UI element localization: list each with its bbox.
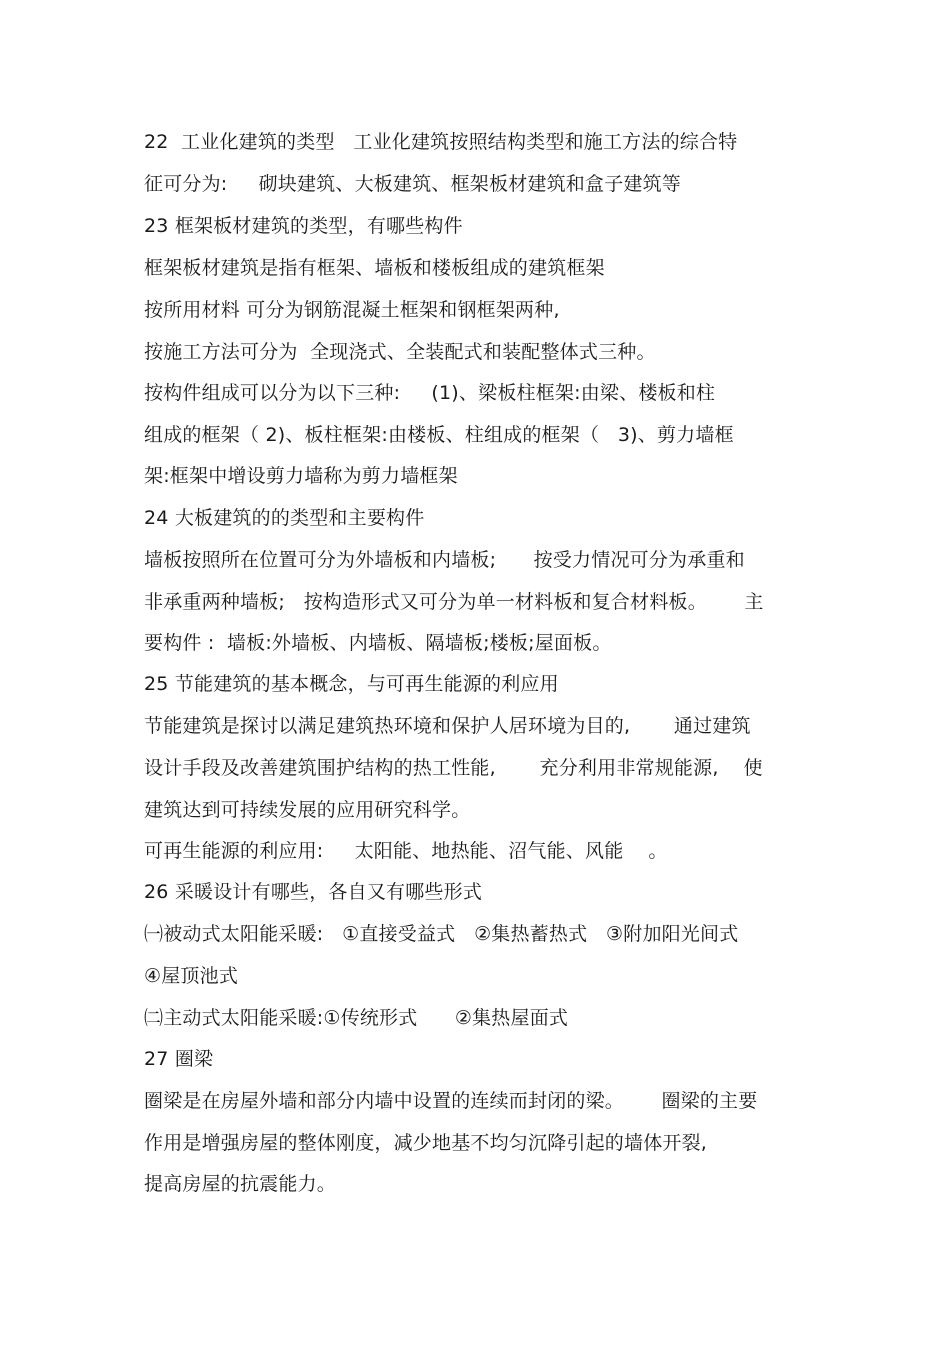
section-heading: 27 圈梁 xyxy=(144,1048,214,1070)
text-line: 圈梁是在房屋外墙和部分内墙中设置的连续而封闭的梁。 圈梁的主要 xyxy=(144,1090,758,1112)
section-heading: 25 节能建筑的基本概念，与可再生能源的利应用 xyxy=(144,673,559,695)
text-line: 非承重两种墙板; 按构造形式又可分为单一材料板和复合材料板。 主 xyxy=(144,591,764,613)
text-line: 建筑达到可持续发展的应用研究科学。 xyxy=(144,799,471,821)
text-line: 提高房屋的抗震能力。 xyxy=(144,1173,337,1195)
text-line: ㈠被动式太阳能采暖: ①直接受益式 ②集热蓄热式 ③附加阳光间式 xyxy=(144,923,739,945)
text-line: 框架板材建筑是指有框架、墙板和楼板组成的建筑框架 xyxy=(144,257,605,279)
section-heading: 26 采暖设计有哪些，各自又有哪些形式 xyxy=(144,881,483,903)
text-line: 要构件 : 墙板:外墙板、内墙板、隔墙板;楼板;屋面板。 xyxy=(144,632,612,654)
text-line: 组成的框架（ 2)、板柱框架:由楼板、柱组成的框架（ 3)、剪力墙框 xyxy=(144,424,734,446)
text-line: 作用是增强房屋的整体刚度，减少地基不均匀沉降引起的墙体开裂, xyxy=(144,1132,708,1154)
text-line: 征可分为: 砌块建筑、大板建筑、框架板材建筑和盒子建筑等 xyxy=(144,173,682,195)
text-line: 按所用材料 可分为钢筋混凝土框架和钢框架两种, xyxy=(144,299,560,321)
text-line: 设计手段及改善建筑围护结构的热工性能, 充分利用非常规能源, 使 xyxy=(144,757,763,779)
text-line: 按施工方法可分为 全现浇式、全装配式和装配整体式三种。 xyxy=(144,341,656,363)
text-line: 按构件组成可以分为以下三种: (1)、梁板柱框架:由梁、楼板和柱 xyxy=(144,382,716,404)
text-line: 架:框架中增设剪力墙称为剪力墙框架 xyxy=(144,465,458,487)
text-line: ④屋顶池式 xyxy=(144,965,239,987)
text-line: 节能建筑是探讨以满足建筑热环境和保护人居环境为目的, 通过建筑 xyxy=(144,715,751,737)
section-heading: 24 大板建筑的的类型和主要构件 xyxy=(144,507,425,529)
text-line: ㈡主动式太阳能采暖:①传统形式 ②集热屋面式 xyxy=(144,1007,569,1029)
text-line: 可再生能源的利应用: 太阳能、地热能、沼气能、风能 。 xyxy=(144,840,668,862)
text-line: 墙板按照所在位置可分为外墙板和内墙板; 按受力情况可分为承重和 xyxy=(144,549,745,571)
text-line: 22 工业化建筑的类型 工业化建筑按照结构类型和施工方法的综合特 xyxy=(144,131,738,153)
section-heading: 23 框架板材建筑的类型，有哪些构件 xyxy=(144,215,463,237)
